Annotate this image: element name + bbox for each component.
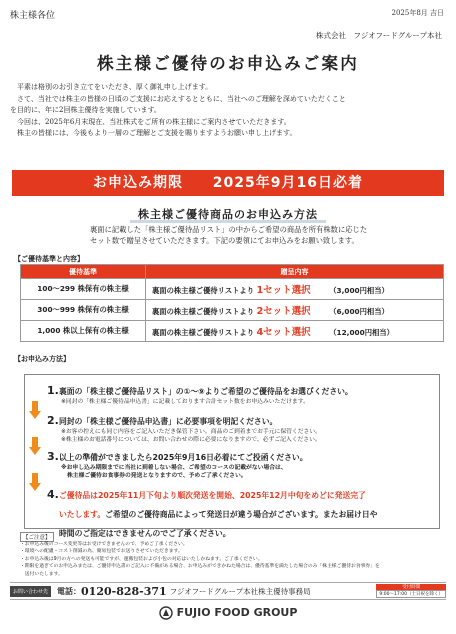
set-count: 1セット選択: [256, 285, 311, 296]
criteria-cell: 300〜999 株保有の株主様: [21, 300, 146, 321]
letter-date: 2025年8月 吉日: [391, 9, 444, 17]
notes-list: [20, 541, 444, 578]
shipping-notice-cont: いたします。: [59, 510, 106, 519]
table-row: [21, 321, 444, 342]
phone-prefix: 電話：: [57, 585, 82, 596]
set-count: 4セット選択: [256, 327, 311, 338]
step-number: 3.: [47, 450, 59, 463]
amount: （12,000円相当）: [329, 328, 394, 337]
content-text: 裏面の株主様ご優待リストより: [152, 328, 255, 337]
content-cell: [146, 321, 444, 342]
table-header-row: [21, 265, 444, 279]
header-content: 贈呈内容: [146, 265, 444, 279]
shipping-notice: ご優待品は2025年11月下旬より順次発送を開始、2025年12月中旬をめどに発送完了: [59, 491, 366, 500]
table-row: [21, 300, 444, 321]
intro-line: 今回は、2025年6月末現在、当社株式をご所有の株主様にご案内させていただきます。: [17, 117, 291, 126]
page-title: 株主様ご優待のお申込みご案内: [97, 54, 359, 73]
step-main: 裏面の「株主様ご優待品リスト」の①〜⑨よりご希望のご優待品をお選びください。: [59, 387, 353, 396]
content-text: 裏面の株主様ご優待リストより: [152, 307, 255, 316]
note-item: ・環境への配慮・コスト削減の為、簡易包装でお送りさせていただきます。: [20, 549, 183, 555]
arrow-down-icon: [29, 437, 41, 455]
step-2: [47, 409, 433, 444]
content-text: 裏面の株主様ご優待リストより: [152, 286, 255, 295]
deadline-date: 2025年9月16日必着: [212, 175, 363, 191]
benefit-section-label: 【ご優待基準と内容】: [14, 255, 84, 263]
content-cell: [146, 300, 444, 321]
benefit-table: [20, 264, 444, 342]
intro-line: さて、当社では株主の皆様の日頃のご支援にお応えするとともに、当社へのご理解を深めていただくこと: [17, 94, 346, 103]
step-note: ※同封の「株主様ご優待品申込書」に記載しております合計セット数をお申込みいただけます。: [61, 399, 309, 405]
step-note: ※お客の控えにも同じ内容をご記入いただき保管下さい。商品のご到着までお手元に保管ください。: [61, 429, 321, 435]
note-item: 送付いたします。: [20, 571, 63, 577]
contact-label: お問い合わせ先: [10, 586, 51, 597]
amount: （3,000円相当）: [329, 286, 389, 295]
step-3: [47, 445, 433, 480]
company-name: 株式会社 フジオフードグループ本社: [316, 31, 442, 40]
arrow-down-icon: [29, 473, 41, 491]
intro-line: 平素は格別のお引き立てをいただき、厚く御礼申し上げます。: [17, 83, 213, 91]
header-criteria: 優待基準: [21, 265, 146, 279]
set-count: 2セット選択: [256, 306, 311, 317]
table-row: [21, 279, 444, 300]
method-desc-line: セット数で贈呈させていただきます。下記の要領にてお申込みをお願い致します。: [90, 236, 359, 245]
step-note: ※お申し込み期限までに当社に到着しない場合、ご希望のコースの記載がない場合は、: [61, 465, 287, 471]
content-cell: [146, 279, 444, 300]
contact-office: フジオフードグループ本社株主優待事務局: [169, 586, 311, 596]
amount: （6,000円相当）: [329, 307, 389, 316]
hours-box: [376, 584, 446, 598]
arrow-down-icon: [29, 401, 41, 419]
hours-title: 受付時間: [376, 584, 446, 590]
intro-text: [10, 82, 444, 140]
logo-text: FUJIO FOOD GROUP: [176, 606, 298, 619]
step-number: 1.: [47, 384, 59, 397]
step-number: 4.: [47, 488, 59, 501]
contact-bar: [10, 582, 446, 600]
phone-number[interactable]: 0120-828-371: [81, 584, 167, 598]
criteria-cell: 1,000 株以上保有の株主様: [21, 321, 146, 342]
shipping-detail: ご希望のご優待商品によって発送日が違う場合がございます。またお届け日や: [105, 510, 378, 519]
deadline-label: お申込み期限: [93, 175, 184, 191]
hours-text: 9:00〜17:00（土日祝を除く）: [376, 590, 446, 598]
logo-mark-icon: [159, 606, 173, 620]
note-item: ・お申込み後のコース変更等はお受けできませんので、予めご了承ください。: [20, 542, 188, 547]
shipping-detail-cont: 時間のご指定はできませんのでご了承ください。: [59, 529, 231, 538]
apply-section-label: 【お申込み方法】: [14, 355, 70, 363]
notes-label: 【ご注意】: [20, 532, 54, 542]
steps-box: [24, 374, 440, 538]
company-logo: [0, 606, 456, 620]
addressee: 株主様各位: [10, 11, 56, 21]
step-main: 同封の「株主様ご優待品申込書」に必要事項を明記ください。: [59, 417, 278, 426]
step-1: [47, 379, 433, 406]
step-number: 2.: [47, 414, 59, 427]
step-note: ※株主様のお電話番号については、お問い合わせの際に必要になりますので、必ずご記入ください。: [61, 437, 321, 443]
step-4: [47, 483, 433, 540]
intro-line: 株主の皆様には、今後もより一層のご理解とご支援を賜りますようお願い申し上げます。: [17, 129, 297, 138]
intro-line: を目的に、年に2回株主優待を実施しています。: [10, 106, 161, 115]
criteria-cell: 100〜299 株保有の株主様: [21, 279, 146, 300]
method-description: [90, 224, 376, 246]
step-note: 株主様ご優待お食事券の発送となりますので、予めご了承ください。: [67, 473, 247, 479]
deadline-banner: [12, 170, 444, 196]
note-item: ・期限を過ぎてのお申込みまたは、ご優待申込書のご記入に不備がある場合、お申込みができかねた場合は、優待基準を満たした場合のみ「株主様ご優待お食事券」を: [20, 564, 380, 570]
method-desc-line: 裏面に記載した「株主様ご優待品リスト」の中からご希望の商品を所有株数に応じた: [90, 225, 368, 234]
step-main: 以上の準備ができましたら2025年9月16日必着にてご投函ください。: [59, 453, 308, 462]
header-row: [10, 8, 444, 21]
method-title: 株主様ご優待商品のお申込み方法: [138, 208, 318, 221]
note-item: ・お申込み後は9月の方への発送も可能ですが、運搬包装および小包の対応はいたしかねます。ご了承ください。: [20, 556, 263, 562]
